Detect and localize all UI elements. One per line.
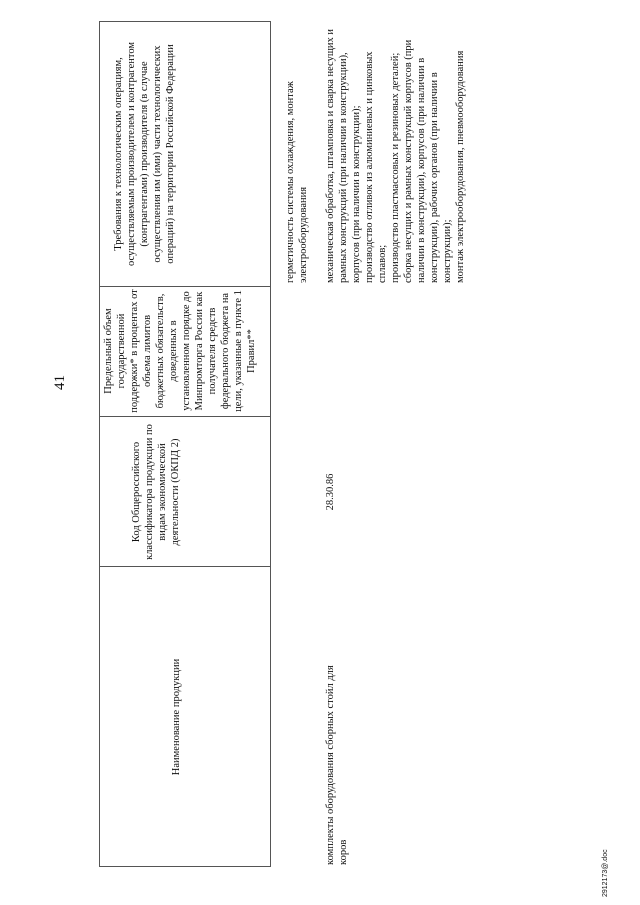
header-requirements xyxy=(112,28,177,280)
requirement-item: производство отливок из алюминиевых и цинковых сплавов; xyxy=(364,51,388,283)
column-divider-1 xyxy=(99,566,271,567)
requirement-item: сборка несущих и рамных конструкций корпусов (при наличии в конструкции), корпусов (при наличии в конструкции), рабочих органов (при наличии в конструкции); xyxy=(403,39,453,283)
row-okpd-code-text: 28.30.86 xyxy=(325,473,336,511)
continuation-text xyxy=(284,28,310,283)
row-product-name xyxy=(324,645,350,865)
column-divider-3 xyxy=(99,286,271,287)
requirement-item: механическая обработка, штамповка и сварка несущих и рамных конструкций (при наличии в конструкции), корпусов (при наличии в конструкции); xyxy=(325,28,362,283)
requirement-item: монтаж электрооборудования, пневмооборудования xyxy=(455,50,466,283)
header-product-name xyxy=(170,569,183,865)
table-left-border xyxy=(99,866,271,867)
row-okpd-code xyxy=(324,423,337,561)
document-footer: 2912173@.doc xyxy=(602,849,609,897)
table-right-border xyxy=(99,21,271,22)
row-requirements xyxy=(324,21,467,283)
header-okpd-code-text: Код Общероссийского классификатора продукции по видам экономической деятельности (ОКПД 2) xyxy=(131,424,181,560)
header-okpd-code xyxy=(130,423,182,561)
row-product-name-text: комплекты оборудования сборных стойл для коров xyxy=(325,665,349,865)
header-support-limit xyxy=(102,289,258,413)
header-requirements-text: Требования к технологическим операциям, осуществляемым производителем и контрагентом (контрагентами) производителя (в случае осуществления им (ими) части технологических операций) на территории Российской Федерации xyxy=(113,41,176,267)
requirement-item: производство пластмассовых и резиновых деталей; xyxy=(390,52,401,283)
continuation-text-line: герметичность системы охлаждения, монтаж электрооборудования xyxy=(285,81,309,283)
column-divider-2 xyxy=(99,416,271,417)
page-number: 41 xyxy=(52,375,68,390)
table-top-border xyxy=(99,22,100,867)
header-bottom-border xyxy=(270,22,271,867)
header-product-name-text: Наименование продукции xyxy=(171,658,182,776)
header-support-limit-text: Предельный объем государственной поддержки* в процентах от объема лимитов бюджетных обязательств, доведенных в установленном порядке до Минпромторга России как получателя средств федерального бюджета на цели, указанные в пункте 1 Правил** xyxy=(103,289,257,413)
